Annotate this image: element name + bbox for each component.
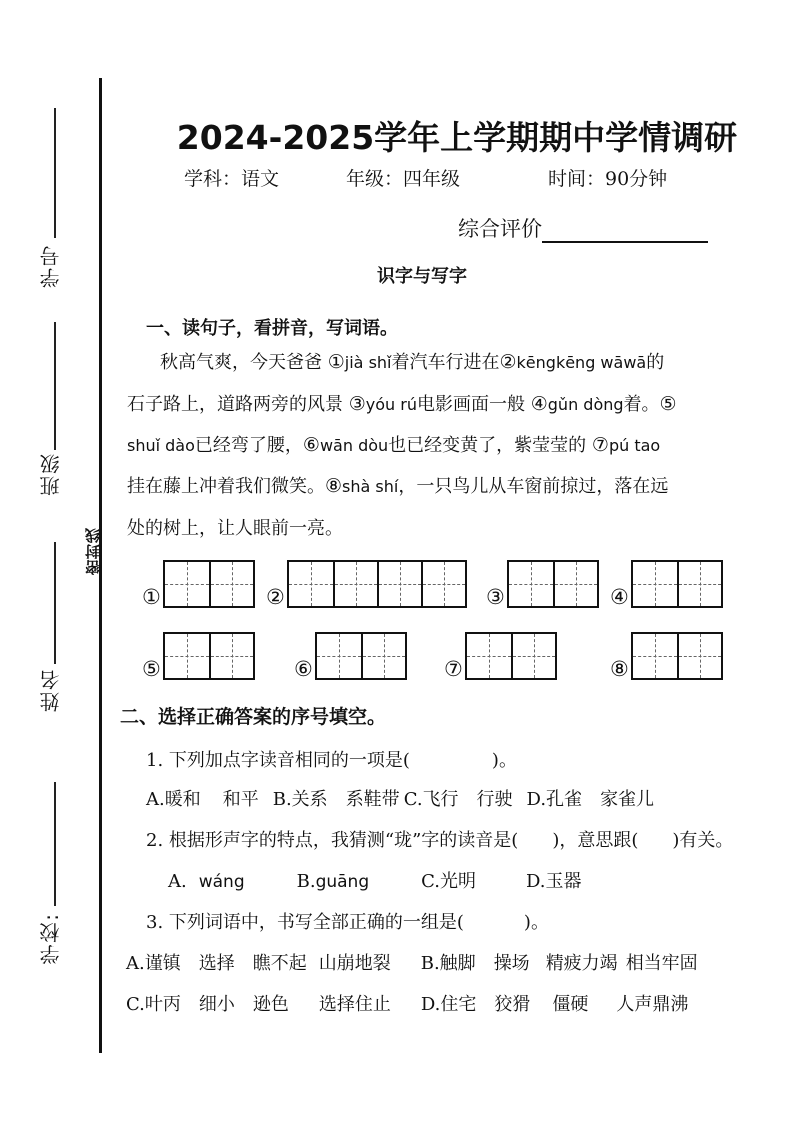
- q2-sub1-stem: 1. 下列加点字读音相同的一项是( )。: [146, 750, 517, 771]
- q2-sub3-stem: 3. 下列词语中，书写全部正确的一组是( )。: [146, 912, 549, 933]
- q2-sub2-options: A. wáng B.guāng C.光明 D.玉器: [168, 871, 582, 892]
- answer-grid-1[interactable]: [142, 560, 255, 608]
- evaluation-row: [458, 213, 708, 243]
- char-box[interactable]: [467, 634, 511, 678]
- char-box[interactable]: [553, 562, 597, 606]
- char-box[interactable]: [209, 562, 253, 606]
- class-blank[interactable]: [54, 322, 56, 450]
- q1-title: 一、读句子，看拼音，写词语。: [146, 318, 398, 339]
- subject-text: 学科：语文: [184, 168, 280, 190]
- char-box[interactable]: [165, 634, 209, 678]
- answer-grid-7[interactable]: [444, 632, 557, 680]
- grade-text: 年级：四年级: [346, 168, 461, 190]
- q1-line-5: 处的树上，让人眼前一亮。: [127, 518, 343, 539]
- char-box[interactable]: [633, 562, 677, 606]
- q2-sub3-options-ab: A.谨镇 选择 瞧不起 山崩地裂 B.触脚 操场 精疲力竭 相当牢固: [126, 953, 698, 974]
- char-box[interactable]: [165, 562, 209, 606]
- class-label: 班级: [39, 452, 63, 496]
- char-box[interactable]: [377, 562, 421, 606]
- q2-title: 二、选择正确答案的序号填空。: [120, 706, 387, 728]
- grid-label: ②: [266, 585, 285, 609]
- q1-line-2: 石子路上，道路两旁的风景 ③yóu rú电影画面一般 ④gǔn dòng着。⑤: [127, 393, 677, 415]
- exam-meta: [184, 164, 744, 194]
- char-box[interactable]: [317, 634, 361, 678]
- answer-grid-8[interactable]: [610, 632, 723, 680]
- name-label: 姓名: [39, 668, 63, 712]
- char-box[interactable]: [209, 634, 253, 678]
- evaluation-blank[interactable]: [542, 219, 708, 243]
- q2-sub2-stem: 2. 根据形声字的特点，我猜测“珑”字的读音是( )，意思跟( )有关。: [146, 830, 734, 851]
- seal-line-label: 密封线: [84, 527, 102, 575]
- grid-label: ⑧: [610, 657, 629, 681]
- grid-label: ⑥: [294, 657, 313, 681]
- answer-grid-6[interactable]: [294, 632, 407, 680]
- answer-grid-2[interactable]: [266, 560, 467, 608]
- q1-line-1: 秋高气爽，今天爸爸 ①jià shǐ着汽车行进在②kēngkēng wāwā的: [160, 351, 665, 373]
- grid-label: ①: [142, 585, 161, 609]
- school-blank[interactable]: [54, 782, 56, 906]
- grid-label: ⑤: [142, 657, 161, 681]
- student-number-blank[interactable]: [54, 108, 56, 238]
- char-box[interactable]: [421, 562, 465, 606]
- evaluation-label: 综合评价: [458, 217, 542, 241]
- q2-sub1-options: A.暖和 和平 B.关系 系鞋带 C.飞行 行驶 D.孔雀 家雀儿: [146, 789, 655, 810]
- answer-grid-4[interactable]: [610, 560, 723, 608]
- char-box[interactable]: [677, 634, 721, 678]
- grid-label: ③: [486, 585, 505, 609]
- q1-line-4: 挂在藤上冲着我们微笑。⑧shà shí，一只鸟儿从车窗前掠过，落在远: [127, 475, 669, 497]
- char-box[interactable]: [633, 634, 677, 678]
- q2-sub3-options-cd: C.叶丙 细小 逊色 选择住止 D.住宅 狡猾 僵硬 人声鼎沸: [126, 994, 689, 1015]
- school-label: 学校:: [39, 912, 63, 965]
- answer-grid-3[interactable]: [486, 560, 599, 608]
- char-box[interactable]: [333, 562, 377, 606]
- grid-label: ⑦: [444, 657, 463, 681]
- char-box[interactable]: [509, 562, 553, 606]
- section-title: 识字与写字: [377, 266, 467, 287]
- page-title: 2024-2025学年上学期期中学情调研: [176, 118, 738, 157]
- grid-label: ④: [610, 585, 629, 609]
- q1-line-3: shuǐ dào已经弯了腰，⑥wān dòu也已经变黄了，紫莹莹的 ⑦pú tao: [127, 434, 661, 456]
- char-box[interactable]: [289, 562, 333, 606]
- name-blank[interactable]: [54, 542, 56, 664]
- time-text: 时间：90分钟: [548, 168, 668, 190]
- char-box[interactable]: [511, 634, 555, 678]
- char-box[interactable]: [361, 634, 405, 678]
- char-box[interactable]: [677, 562, 721, 606]
- student-number-label: 学号: [39, 244, 63, 288]
- answer-grid-5[interactable]: [142, 632, 255, 680]
